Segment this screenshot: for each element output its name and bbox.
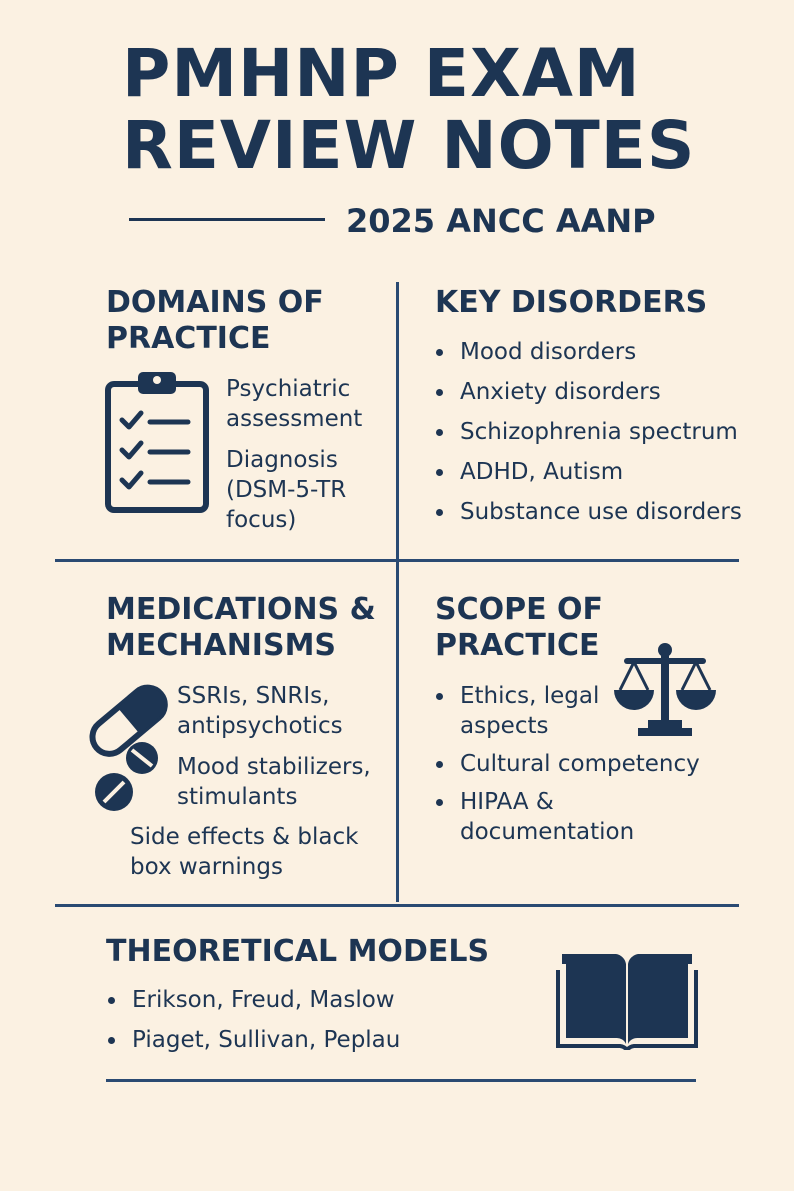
scope-heading-line-1: SCOPE OF — [435, 592, 604, 627]
medications-item-1: Mood stabilizers, stimulants — [177, 754, 371, 810]
domains-heading-line-2: PRACTICE — [106, 321, 271, 356]
title-line-1: PMHNP EXAM — [122, 35, 641, 112]
medications-heading-line-1: MEDICATIONS & — [106, 592, 376, 627]
scope-list — [434, 681, 700, 855]
disorders-list — [434, 332, 742, 532]
pills-icon — [88, 680, 168, 814]
page-title — [122, 35, 742, 184]
divider-bottom — [106, 1079, 696, 1082]
subtitle-rule — [129, 218, 325, 221]
list-item: Cultural competency — [434, 749, 624, 779]
list-item: ADHD, Autism — [434, 452, 742, 492]
scope-heading-line-2: PRACTICE — [435, 628, 600, 663]
title-line-2: REVIEW NOTES — [122, 107, 696, 184]
list-item: Mood disorders — [434, 332, 742, 372]
medications-item-2: Side effects & black box warnings — [130, 824, 359, 880]
list-item: Piaget, Sullivan, Peplau — [106, 1020, 400, 1060]
list-item: Schizophrenia spectrum — [434, 412, 742, 452]
theory-heading: THEORETICAL MODELS — [106, 934, 490, 969]
domains-heading-line-1: DOMAINS OF — [106, 285, 324, 320]
medications-item-0: SSRIs, SNRIs, antipsychotics — [177, 683, 343, 739]
subtitle: 2025 ANCC AANP — [346, 202, 656, 240]
divider-lower — [55, 904, 739, 907]
medications-heading-line-2: MECHANISMS — [106, 628, 337, 663]
domains-item-0: Psychiatric assessment — [226, 376, 363, 432]
domains-heading — [106, 285, 324, 357]
scales-icon — [610, 640, 720, 738]
clipboard-checklist-icon — [104, 368, 210, 514]
list-item: Anxiety disorders — [434, 372, 742, 412]
list-item: Ethics, legal aspects — [434, 681, 624, 741]
theory-list — [106, 980, 400, 1060]
disorders-heading: KEY DISORDERS — [435, 285, 708, 320]
divider-middle — [55, 559, 739, 562]
list-item: Erikson, Freud, Maslow — [106, 980, 400, 1020]
scope-heading — [435, 592, 603, 664]
domains-item-1: Diagnosis (DSM-5-TR focus) — [226, 447, 347, 533]
medications-heading — [106, 592, 376, 664]
list-item: Substance use disorders — [434, 492, 742, 532]
list-item: HIPAA & documentation — [434, 787, 624, 847]
vertical-divider — [396, 282, 399, 902]
open-book-icon — [556, 950, 698, 1050]
